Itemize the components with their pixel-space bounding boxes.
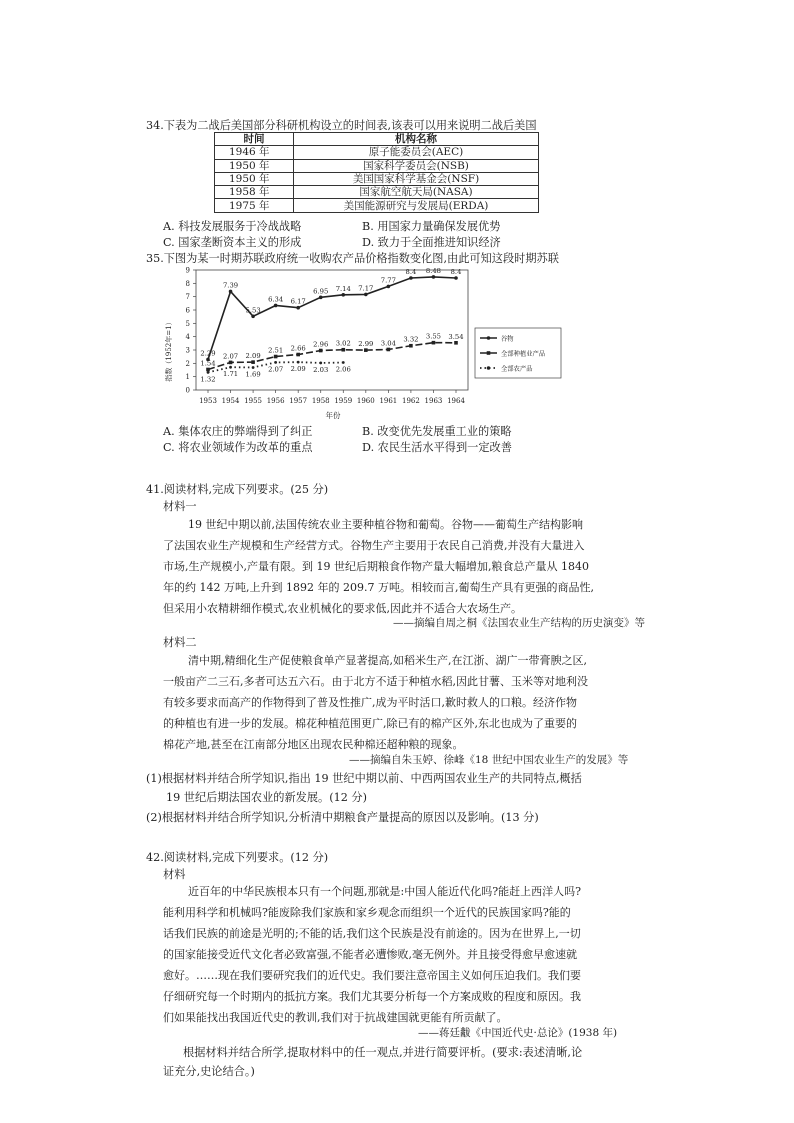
table-row	[215, 146, 539, 159]
table-row	[215, 159, 539, 172]
data-label: 2.03	[313, 365, 329, 374]
q35-option-b[interactable]: B. 改变优先发展重工业的策略	[362, 425, 512, 438]
table-cell: 原子能委员会(AEC)	[294, 146, 539, 159]
table-row	[215, 199, 539, 212]
q42-stem: 42.阅读材料,完成下列要求。(12 分)	[146, 851, 329, 864]
table-header-cell: 时间	[215, 133, 294, 146]
q41-m2-line: 一般亩产二三石,多者可达五六石。由于北方不适于种植水稻,因此甘薯、玉米等对地利没	[163, 675, 588, 688]
q41-stem: 41.阅读材料,完成下列要求。(25 分)	[146, 483, 329, 496]
data-label: 7.77	[380, 276, 396, 285]
data-point	[387, 285, 391, 289]
y-tick-label: 8	[185, 279, 190, 288]
data-point	[387, 348, 391, 352]
data-point	[251, 360, 255, 364]
q41-material2-title: 材料二	[163, 636, 197, 649]
price-index-chart	[150, 262, 570, 422]
q41-m1-line: 年的约 142 万吨,上升到 1892 年的 209.7 万吨。相较而言,葡萄生产具有更强的商品性,	[163, 581, 594, 594]
q41-m1-source: ——摘编自周之桐《法国农业生产结构的历史演变》等	[393, 617, 645, 629]
q35-option-c[interactable]: C. 将农业领域作为改革的重点	[163, 441, 313, 454]
data-label: 1.32	[200, 375, 216, 384]
x-tick-label: 1961	[379, 397, 398, 405]
x-tick-label: 1955	[244, 397, 263, 405]
q41-requirement-1: (1)根据材料并结合所学知识,指出 19 世纪中期以前、中西两国农业生产的共同特点,概括	[146, 772, 582, 785]
data-point	[342, 361, 345, 364]
data-label: 3.55	[425, 332, 442, 341]
data-label: 8.4	[405, 268, 417, 276]
chart-legend	[475, 328, 561, 378]
data-label: 2.06	[335, 365, 351, 374]
data-label: 3.02	[335, 339, 351, 348]
data-label: 6.17	[290, 297, 306, 306]
data-label: 7.17	[358, 284, 374, 293]
q35-stem: 35.下图为某一时期苏联政府统一收购农产品价格指数变化图,由此可知这段时期苏联	[146, 252, 559, 265]
q41-m2-line: 的种植也有进一步的发展。棉花种植范围更广,除已有的棉产区外,东北也成为了重要的	[163, 717, 577, 730]
data-label: 2.51	[268, 346, 284, 355]
q42-source: ——蒋廷黻《中国近代史·总论》(1938 年)	[418, 1027, 618, 1039]
chart-series	[206, 275, 458, 374]
legend-label: 全部种植业产品	[501, 350, 546, 358]
data-point	[432, 275, 436, 279]
q42-material-line: 的国家能接受近代文化者必致富强,不能者必遭惨败,毫无例外。并且接受得愈早愈速就	[163, 948, 577, 961]
q42-material-line: 仔细研究每一个时期内的抵抗方案。我们尤其要分析每一个方案成败的程度和原因。我	[163, 990, 581, 1003]
q34-option-c[interactable]: C. 国家垄断资本主义的形成	[163, 236, 302, 249]
q34-table	[214, 132, 539, 213]
y-tick-label: 5	[185, 319, 190, 328]
table-row	[215, 186, 539, 199]
data-point	[251, 314, 255, 318]
data-label: 1.69	[245, 370, 261, 379]
q34-option-a[interactable]: A. 科技发展服务于冷战战略	[163, 220, 302, 233]
q42-requirement: 根据材料并结合所学,提取材料中的任一观点,并进行简要评析。(要求:表述清晰,论	[183, 1046, 583, 1059]
data-point	[252, 366, 255, 369]
data-point	[274, 361, 277, 364]
data-label: 3.32	[403, 335, 419, 344]
legend-marker	[487, 366, 491, 370]
q41-material1-title: 材料一	[163, 500, 197, 513]
data-point	[454, 276, 458, 280]
q41-m1-line: 但采用小农精耕细作模式,农业机械化的要求低,因此并不适合大农场生产。	[163, 602, 522, 615]
x-tick-label: 1962	[401, 397, 420, 405]
q41-m1-line: 了法国农业生产规模和生产经营方式。谷物生产主要用于农民自己消费,并没有大量进入	[163, 539, 585, 552]
data-point	[207, 371, 210, 374]
legend-label: 谷物	[501, 335, 514, 343]
q34-option-b[interactable]: B. 用国家力量确保发展优势	[362, 220, 501, 233]
q42-material-line: 能利用科学和机械吗?能废除我们家族和家乡观念而组织一个近代的民族国家吗?能的	[163, 906, 571, 919]
legend-marker	[487, 351, 491, 355]
data-label: 3.04	[380, 339, 396, 348]
x-tick-label: 1959	[334, 397, 353, 405]
q41-m2-line: 有较多要求而高产的作物得到了普及性推广,成为平时活口,歉时救人的口粮。经济作物	[163, 696, 577, 709]
data-label: 2.96	[313, 340, 329, 349]
series-line	[208, 277, 456, 360]
q42-material-line: 话我们民族的前途是光明的;不能的话,我们这个民族是没有前途的。因为在世界上,一切	[163, 927, 581, 940]
data-point	[319, 296, 323, 300]
legend-marker	[487, 336, 491, 340]
data-label: 1.54	[200, 359, 216, 368]
y-tick-label: 4	[185, 333, 190, 342]
data-point	[341, 293, 345, 297]
q42-material-line: 们如果能找出我国近代史的教训,我们对于抗战建国就更能有所贡献了。	[163, 1011, 508, 1024]
data-label: 6.95	[313, 287, 329, 296]
x-tick-label: 1954	[221, 397, 240, 405]
x-tick-label: 1963	[424, 397, 443, 405]
data-point	[296, 306, 300, 310]
table-cell: 1946 年	[215, 146, 294, 159]
y-tick-label: 2	[185, 359, 190, 368]
data-label: 2.09	[290, 365, 306, 374]
data-point	[229, 366, 232, 369]
x-tick-label: 1964	[447, 397, 465, 405]
q42-material-line: 愈好。……现在我们要研究我们的近代史。我们要注意帝国主义如何压迫我们。我们要	[163, 969, 581, 982]
y-tick-label: 9	[185, 266, 190, 275]
y-tick-label: 1	[185, 373, 190, 382]
q41-m2-line: 清中期,精细化生产促使粮食单产显著提高,如稻米生产,在江浙、湖广一带膏腴之区,	[188, 654, 587, 667]
q41-requirement-1-cont: 19 世纪后期法国农业的新发展。(12 分)	[166, 791, 367, 804]
q41-m1-line: 19 世纪中期以前,法国传统农业主要种植谷物和葡萄。谷物——葡萄生产结构影响	[188, 518, 583, 531]
data-point	[296, 353, 300, 357]
data-label: 5.53	[245, 306, 261, 315]
q41-requirement-2: (2)根据材料并结合所学知识,分析清中期粮食产量提高的原因以及影响。(13 分)	[146, 811, 539, 824]
data-point	[229, 290, 233, 294]
chart-ylabel: 指数（1952年=1）	[165, 318, 173, 382]
data-label: 2.07	[222, 352, 239, 361]
q41-m1-line: 市场,生产规模小,产量有限。到 19 世纪后期粮食作物产量大幅增加,粮食总产量从 1840	[163, 560, 589, 573]
data-point	[274, 355, 278, 359]
data-label: 8.4	[450, 268, 462, 276]
table-cell: 美国国家科学基金会(NSF)	[294, 172, 539, 185]
chart-data-labels	[200, 267, 463, 383]
data-label: 1.71	[222, 370, 239, 379]
data-point	[297, 361, 300, 364]
data-label: 2.66	[290, 344, 306, 353]
q34-stem: 34.下表为二战后美国部分科研机构设立的时间表,该表可以用来说明二战后美国	[146, 119, 537, 132]
q34-option-d[interactable]: D. 致力于全面推进知识经济	[362, 236, 501, 249]
table-cell: 国家科学委员会(NSB)	[294, 159, 539, 172]
table-cell: 1975 年	[215, 199, 294, 212]
table-cell: 国家航空航天局(NASA)	[294, 186, 539, 199]
q42-material-line: 近百年的中华民族根本只有一个问题,那就是:中国人能近代化吗?能赶上西洋人吗?	[188, 885, 581, 898]
data-label: 8.48	[425, 266, 442, 275]
data-point	[454, 341, 458, 345]
table-cell: 美国能源研究与发展局(ERDA)	[294, 199, 539, 212]
data-label: 2.29	[200, 349, 216, 358]
chart-xlabel: 年份	[325, 411, 341, 420]
data-point	[319, 362, 322, 365]
x-tick-label: 1953	[199, 397, 217, 405]
q41-m2-source: ——摘编自朱玉婷、徐峰《18 世纪中国农业生产的发展》等	[349, 754, 629, 766]
data-label: 7.39	[222, 281, 239, 290]
data-point	[364, 293, 368, 297]
table-cell: 1958 年	[215, 186, 294, 199]
data-point	[409, 344, 413, 348]
legend-label: 全部农产品	[501, 365, 533, 373]
data-point	[274, 304, 278, 308]
y-tick-label: 0	[185, 386, 190, 395]
data-label: 2.09	[245, 352, 261, 361]
data-point	[409, 276, 413, 280]
data-point	[364, 348, 368, 352]
data-label: 6.34	[268, 295, 284, 304]
data-label: 3.54	[448, 332, 464, 341]
q41-m2-line: 棉花产地,甚至在江南部分地区出现农民种棉还超种粮的现象。	[163, 738, 464, 751]
table-header-cell: 机构名称	[294, 133, 539, 146]
table-header-row	[215, 133, 539, 146]
x-tick-label: 1958	[311, 397, 330, 405]
x-tick-label: 1956	[266, 397, 285, 405]
q35-option-d[interactable]: D. 农民生活水平得到一定改善	[362, 441, 512, 454]
y-tick-label: 6	[185, 306, 190, 315]
table-row	[215, 172, 539, 185]
data-point	[432, 341, 436, 345]
data-label: 2.07	[268, 365, 284, 374]
y-tick-label: 7	[185, 293, 190, 302]
x-tick-label: 1957	[289, 397, 308, 405]
q35-option-a[interactable]: A. 集体农庄的弊端得到了纠正	[163, 425, 313, 438]
q42-material-title: 材料	[163, 868, 186, 881]
data-label: 2.99	[358, 340, 374, 349]
q42-requirement-cont: 证充分,史论结合。)	[163, 1065, 255, 1078]
y-tick-label: 3	[185, 346, 190, 355]
data-point	[206, 368, 210, 372]
x-tick-label: 1960	[356, 397, 375, 405]
data-point	[341, 348, 345, 352]
table-cell: 1950 年	[215, 159, 294, 172]
data-label: 7.14	[335, 284, 351, 293]
data-point	[319, 349, 323, 353]
data-point	[229, 361, 233, 365]
table-cell: 1950 年	[215, 172, 294, 185]
